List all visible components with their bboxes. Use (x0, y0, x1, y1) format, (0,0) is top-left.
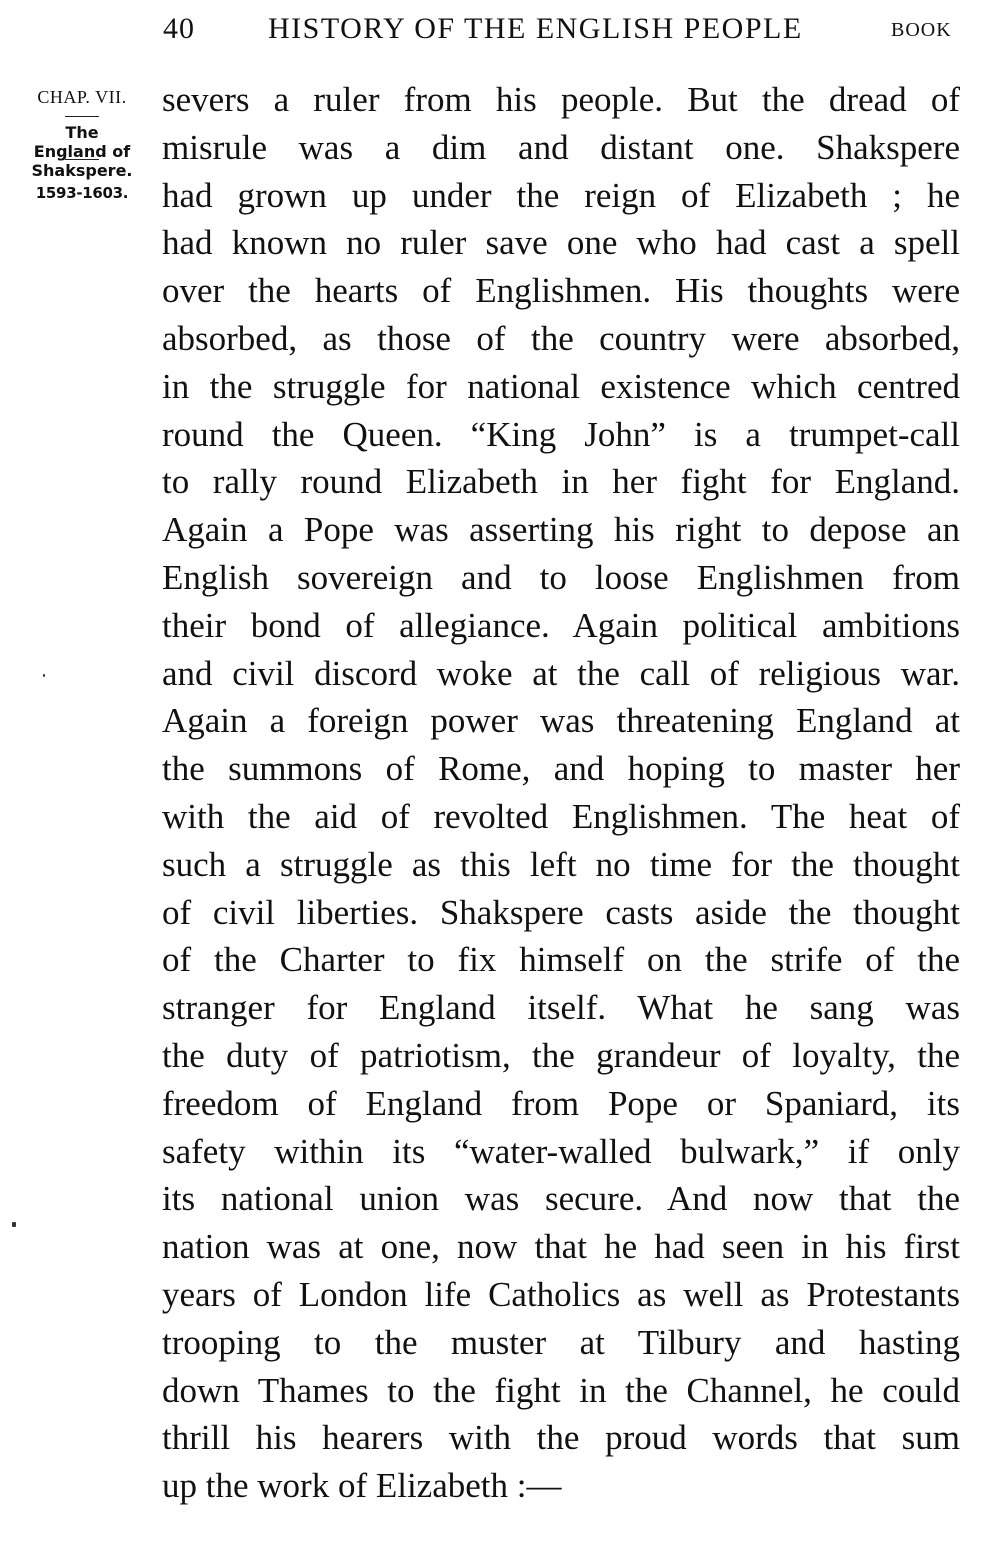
print-speck (43, 674, 45, 677)
text-line: severs a ruler from his people. But the dread of (162, 80, 960, 119)
text-line: absorbed, as those of the country were absorbed, (162, 318, 960, 358)
book-label: BOOK (891, 19, 952, 41)
text-line: safety within its “water-walled bulwark,” if only (162, 1131, 960, 1171)
margin-sidenotes (12, 86, 152, 202)
text-line: such a struggle as this left no time for the thought (162, 844, 960, 884)
sidenote-rule-top (65, 116, 99, 117)
running-title: HISTORY OF THE ENGLISH PEOPLE (268, 12, 803, 45)
print-speck (12, 1222, 16, 1227)
text-line: of the Charter to fix himself on the strife of the (162, 940, 960, 980)
sidenote-dates: 1593-1603. (35, 184, 129, 202)
page-number: 40 (163, 12, 195, 45)
text-line: of civil liberties. Shakspere casts aside the thought (162, 892, 960, 932)
sidenote-topic-line-2: England of (33, 142, 131, 161)
text-line: to rally round Elizabeth in her fight for England. (162, 462, 960, 502)
text-line: over the hearts of Englishmen. His thoughts were (162, 271, 960, 311)
text-line: with the aid of revolted Englishmen. The heat of (162, 796, 960, 836)
text-line: years of London life Catholics as well as Protestants (162, 1274, 960, 1314)
text-line: English sovereign and to loose Englishmen from (162, 557, 960, 597)
text-line: misrule was a dim and distant one. Shakspere (162, 127, 960, 167)
text-line: had grown up under the reign of Elizabeth ; he (162, 175, 960, 215)
text-line: and civil discord woke at the call of religious war. (162, 653, 960, 693)
text-line: stranger for England itself. What he sang was (162, 988, 960, 1028)
text-line: Again a Pope was asserting his right to depose an (162, 510, 960, 550)
chapter-label: CHAP. VII. (37, 87, 127, 107)
text-line: round the Queen. “King John” is a trumpet-call (162, 414, 960, 454)
text-line: the summons of Rome, and hoping to master her (162, 749, 960, 789)
running-header (0, 8, 1000, 48)
text-line: down Thames to the fight in the Channel, he could (162, 1370, 960, 1410)
body-text (162, 76, 960, 1510)
sidenote-topic-line-3: Shakspere. (31, 161, 133, 180)
text-line: had known no ruler save one who had cast a spell (162, 223, 960, 263)
text-line: their bond of allegiance. Again political ambitions (162, 605, 960, 645)
sidenote-topic-line-1: The (65, 123, 99, 142)
text-line: thrill his hearers with the proud words that sum (162, 1418, 960, 1458)
text-line: up the work of Elizabeth :— (162, 1466, 562, 1506)
text-line: its national union was secure. And now that the (162, 1179, 960, 1219)
text-line: Again a foreign power was threatening England at (162, 701, 960, 741)
text-line: nation was at one, now that he had seen in his first (162, 1227, 960, 1267)
text-line: the duty of patriotism, the grandeur of loyalty, the (162, 1035, 960, 1075)
text-line: freedom of England from Pope or Spaniard, its (162, 1083, 960, 1123)
text-line: in the struggle for national existence which centred (162, 366, 960, 406)
text-line: trooping to the muster at Tilbury and hasting (162, 1322, 960, 1362)
